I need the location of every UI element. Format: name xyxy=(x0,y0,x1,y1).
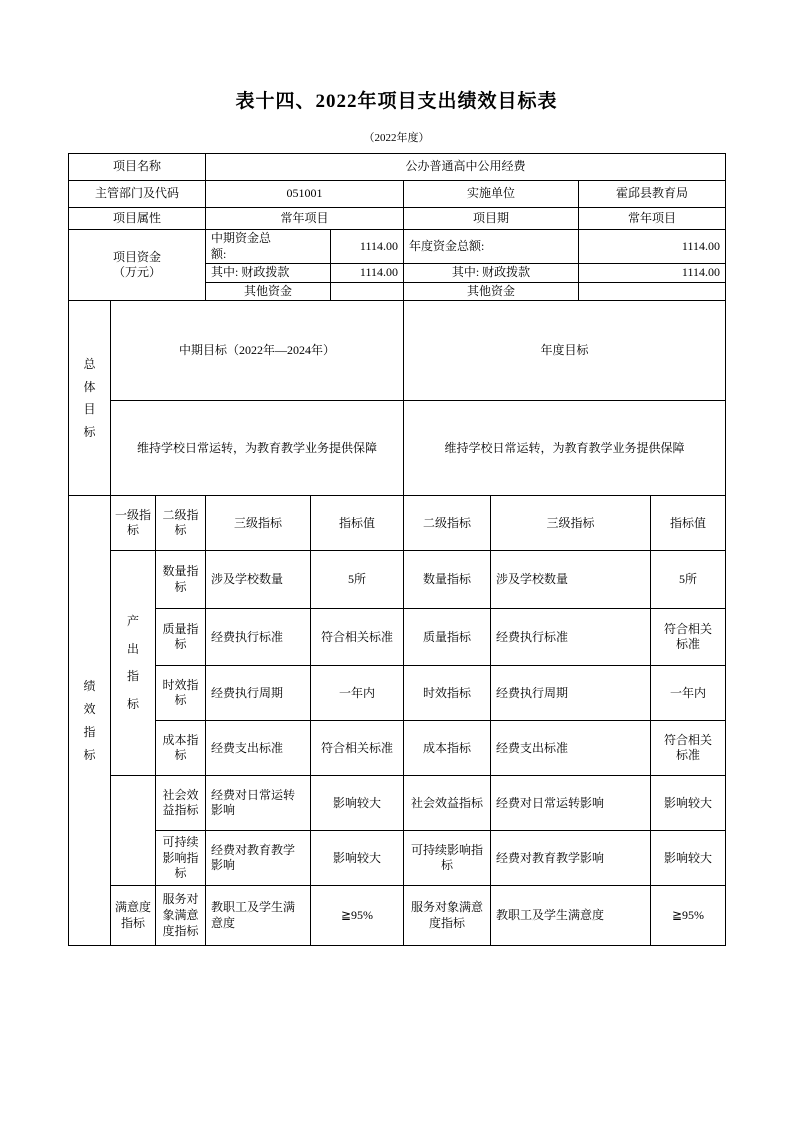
dept-label: 主管部门及代码 xyxy=(69,181,206,208)
perf-rval-quality: 符合相关标准 xyxy=(651,609,726,666)
perf-r2-quality: 质量指标 xyxy=(404,609,491,666)
header-level2-right: 二级指标 xyxy=(404,496,491,551)
table-row xyxy=(69,609,726,666)
perf-r2-satisfaction: 服务对象满意度指标 xyxy=(404,886,491,946)
perf-rval-cost: 符合相关标准 xyxy=(651,721,726,776)
annual-other-label: 其他资金 xyxy=(404,282,579,301)
annual-other-value xyxy=(579,282,726,301)
overall-goal-table xyxy=(68,300,726,496)
header-level2-left: 二级指标 xyxy=(156,496,206,551)
performance-section-label-text: 绩效指标 xyxy=(83,679,96,762)
mid-fiscal-value: 1114.00 xyxy=(331,264,404,283)
perf-r2-timeliness: 时效指标 xyxy=(404,666,491,721)
impl-unit-value: 霍邱县教育局 xyxy=(579,181,726,208)
perf-l2-sustainability: 可持续影响指标 xyxy=(156,831,206,886)
perf-rval-satisfaction: ≧95% xyxy=(651,886,726,946)
perf-l3-sustainability: 经费对教育教学影响 xyxy=(206,831,311,886)
table-row xyxy=(69,721,726,776)
perf-rval-timeliness: 一年内 xyxy=(651,666,726,721)
perf-r2-sustainability: 可持续影响指标 xyxy=(404,831,491,886)
perf-r3-satisfaction: 教职工及学生满意度 xyxy=(491,886,651,946)
attr-label: 项目属性 xyxy=(69,208,206,230)
perf-val-satisfaction: ≧95% xyxy=(311,886,404,946)
table-row xyxy=(69,776,726,831)
page-title: 表十四、2022年项目支出绩效目标表 xyxy=(235,91,558,112)
table-row xyxy=(69,831,726,886)
output-label-text: 产出指标 xyxy=(126,614,139,711)
perf-l2-timeliness: 时效指标 xyxy=(156,666,206,721)
perf-r3-timeliness: 经费执行周期 xyxy=(491,666,651,721)
table-row xyxy=(69,181,726,208)
table-row xyxy=(69,401,726,496)
mid-fiscal-label: 其中: 财政拨款 xyxy=(206,264,331,283)
annual-total-label: 年度资金总额: xyxy=(404,230,579,264)
table-row xyxy=(69,230,726,264)
perf-val-quality: 符合相关标准 xyxy=(311,609,404,666)
perf-l3-quantity: 涉及学校数量 xyxy=(206,551,311,609)
attr-value: 常年项目 xyxy=(206,208,404,230)
impl-unit-label: 实施单位 xyxy=(404,181,579,208)
dept-code-value: 051001 xyxy=(206,181,404,208)
perf-l3-cost: 经费支出标准 xyxy=(206,721,311,776)
project-name-value: 公办普通高中公用经费 xyxy=(206,154,726,181)
annual-total-value: 1114.00 xyxy=(579,230,726,264)
perf-rval-social-benefit: 影响较大 xyxy=(651,776,726,831)
annual-goal-header: 年度目标 xyxy=(404,301,726,401)
level1-output-label xyxy=(111,551,156,776)
mid-other-value xyxy=(331,282,404,301)
table-row xyxy=(69,666,726,721)
perf-val-sustainability: 影响较大 xyxy=(311,831,404,886)
funds-label xyxy=(69,230,206,301)
perf-r2-cost: 成本指标 xyxy=(404,721,491,776)
perf-val-timeliness: 一年内 xyxy=(311,666,404,721)
period-label: 项目期 xyxy=(404,208,579,230)
perf-r2-social-benefit: 社会效益指标 xyxy=(404,776,491,831)
perf-l2-social-benefit: 社会效益指标 xyxy=(156,776,206,831)
perf-val-social-benefit: 影响较大 xyxy=(311,776,404,831)
perf-l2-satisfaction: 服务对象满意度指标 xyxy=(156,886,206,946)
table-row xyxy=(69,551,726,609)
table-row xyxy=(69,301,726,401)
level1-satisfaction-label: 满意度指标 xyxy=(111,886,156,946)
header-level3-left: 三级指标 xyxy=(206,496,311,551)
header-value-right: 指标值 xyxy=(651,496,726,551)
table-row xyxy=(69,208,726,230)
overall-goal-section-label-text: 总体目标 xyxy=(83,356,96,440)
perf-l2-cost: 成本指标 xyxy=(156,721,206,776)
perf-rval-quantity: 5所 xyxy=(651,551,726,609)
overall-goal-section-label xyxy=(69,301,111,496)
mid-total-label: 中期资金总额: xyxy=(206,230,331,264)
table-row xyxy=(69,496,726,551)
perf-r2-quantity: 数量指标 xyxy=(404,551,491,609)
perf-r3-cost: 经费支出标准 xyxy=(491,721,651,776)
annual-fiscal-label: 其中: 财政拨款 xyxy=(404,264,579,283)
perf-l3-timeliness: 经费执行周期 xyxy=(206,666,311,721)
perf-r3-sustainability: 经费对教育教学影响 xyxy=(491,831,651,886)
annual-goal-text: 维持学校日常运转，为教育教学业务提供保障 xyxy=(404,401,726,496)
mid-goal-text: 维持学校日常运转，为教育教学业务提供保障 xyxy=(111,401,404,496)
perf-l2-quality: 质量指标 xyxy=(156,609,206,666)
table-row xyxy=(69,154,726,181)
performance-table xyxy=(68,495,726,946)
mid-other-label: 其他资金 xyxy=(206,282,331,301)
mid-goal-header: 中期目标（2022年—2024年） xyxy=(111,301,404,401)
perf-r3-social-benefit: 经费对日常运转影响 xyxy=(491,776,651,831)
perf-l2-quantity: 数量指标 xyxy=(156,551,206,609)
perf-rval-sustainability: 影响较大 xyxy=(651,831,726,886)
period-value: 常年项目 xyxy=(579,208,726,230)
header-level1: 一级指标 xyxy=(111,496,156,551)
performance-section-label xyxy=(69,496,111,946)
perf-l3-social-benefit: 经费对日常运转影响 xyxy=(206,776,311,831)
perf-r3-quality: 经费执行标准 xyxy=(491,609,651,666)
mid-total-value: 1114.00 xyxy=(331,230,404,264)
perf-l3-satisfaction: 教职工及学生满意度 xyxy=(206,886,311,946)
page-subtitle: （2022年度） xyxy=(363,132,430,144)
header-value-left: 指标值 xyxy=(311,496,404,551)
perf-l3-quality: 经费执行标准 xyxy=(206,609,311,666)
annual-fiscal-value: 1114.00 xyxy=(579,264,726,283)
project-info-table xyxy=(68,153,726,301)
tables-container xyxy=(68,153,725,946)
funds-label-text: 项目资金（万元） xyxy=(112,249,161,280)
level1-benefit-empty xyxy=(111,776,156,886)
project-name-label: 项目名称 xyxy=(69,154,206,181)
perf-val-quantity: 5所 xyxy=(311,551,404,609)
header-level3-right: 三级指标 xyxy=(491,496,651,551)
table-row xyxy=(69,886,726,946)
perf-val-cost: 符合相关标准 xyxy=(311,721,404,776)
perf-r3-quantity: 涉及学校数量 xyxy=(491,551,651,609)
